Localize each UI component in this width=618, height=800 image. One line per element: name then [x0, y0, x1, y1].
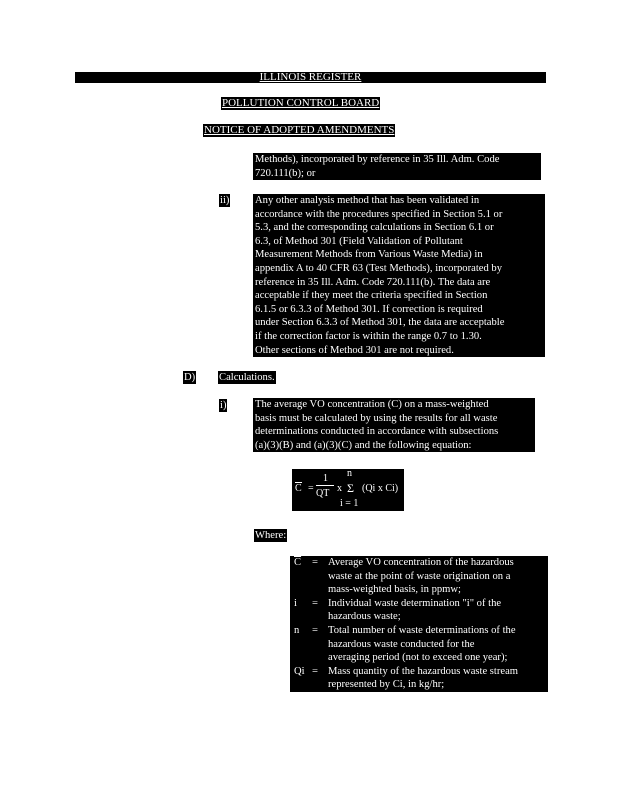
formula-equals: = — [308, 483, 314, 494]
register-title: ILLINOIS REGISTER — [259, 71, 362, 83]
def-continuation — [292, 651, 546, 665]
text-line: 5.3, and the corresponding calculations in Section 6.1 or — [255, 222, 494, 234]
overbar — [295, 482, 302, 483]
def-text: Total number of waste determinations of the — [328, 624, 516, 636]
def-text: Mass quantity of the hazardous waste stream — [328, 665, 519, 677]
def-symbol: n — [294, 624, 300, 636]
formula-numerator: 1 — [323, 473, 328, 484]
def-text: represented by Ci, in kg/hr; — [328, 679, 445, 691]
def-continuation — [292, 610, 546, 624]
def-text: Average VO concentration of the hazardous — [328, 557, 514, 568]
sum-upper: n — [347, 468, 352, 479]
sum-lower: i = 1 — [340, 498, 359, 509]
def-continuation — [292, 583, 546, 597]
def-text: waste at the point of waste origination on a — [328, 570, 511, 582]
section-d-title: Calculations. — [219, 372, 275, 383]
fraction-bar — [316, 485, 334, 486]
average-concentration-formula — [292, 469, 404, 511]
def-symbol: i — [294, 597, 297, 609]
text-line: (a)(3)(B) and (a)(3)(C) and the following equation: — [255, 439, 472, 451]
def-equals: = — [312, 665, 318, 677]
formula-times: x — [337, 483, 342, 494]
text-line: basis must be calculated by using the results for all waste — [255, 412, 498, 424]
text-line: 6.3, of Method 301 (Field Validation of Pollutant — [255, 235, 463, 247]
text-line: 6.1.5 or 6.3.3 of Method 301. If correction is required — [255, 303, 483, 315]
formula-term: (Qi x Ci) — [362, 483, 399, 494]
section-d-label: D) — [184, 372, 196, 383]
def-equals: = — [312, 557, 318, 568]
continuation-block — [253, 153, 541, 180]
text-line: reference in 35 Ill. Adm. Code 720.111(b). The data are — [255, 276, 491, 288]
definition-i — [292, 597, 546, 611]
def-text: hazardous waste; — [328, 611, 401, 623]
definition-n — [292, 624, 546, 638]
def-continuation — [292, 678, 546, 692]
text-line: 720.111(b); or — [255, 167, 316, 179]
def-text: Individual waste determination "i" of the — [328, 597, 502, 609]
def-equals: = — [312, 624, 318, 636]
item-ii-label: ii) — [220, 195, 230, 206]
text-line: appendix A to 40 CFR 63 (Test Methods), incorporated by — [255, 262, 503, 274]
text-line: Other sections of Method 301 are not required. — [255, 344, 454, 356]
def-text: hazardous waste conducted for the — [328, 638, 475, 650]
text-line: Measurement Methods from Various Waste Media) in — [255, 249, 483, 261]
def-equals: = — [312, 597, 318, 609]
text-line: The average VO concentration (C) on a mass-weighted — [255, 399, 489, 410]
def-continuation — [292, 570, 546, 584]
formula-lhs: C — [295, 483, 302, 494]
text-line: Methods), incorporated by reference in 35 Ill. Adm. Code — [255, 154, 500, 165]
def-text: mass-weighted basis, in ppmw; — [328, 584, 461, 596]
sum-sigma-icon: Σ — [347, 481, 354, 495]
register-header-bar — [75, 72, 546, 83]
def-symbol: Qi — [294, 665, 305, 677]
def-continuation — [292, 638, 546, 652]
item-ii-block — [253, 194, 545, 357]
text-line: Any other analysis method that has been validated in — [255, 195, 480, 206]
definition-qi — [292, 665, 546, 679]
notice-title: NOTICE OF ADOPTED AMENDMENTS — [204, 124, 395, 136]
definitions-block — [290, 556, 548, 692]
definition-c — [292, 556, 546, 570]
text-line: accordance with the procedures specified in Section 5.1 or — [255, 208, 503, 220]
board-title: POLLUTION CONTROL BOARD — [222, 97, 380, 109]
where-label: Where: — [255, 530, 287, 541]
def-symbol: $\overline{C}$ — [294, 557, 302, 568]
def-text: averaging period (not to exceed one year); — [328, 652, 508, 664]
text-line: under Section 6.3.3 of Method 301, the data are acceptable — [255, 317, 505, 329]
text-line: if the correction factor is within the range 0.7 to 1.30. — [255, 330, 482, 342]
text-line: acceptable if they meet the criteria specified in Section — [255, 290, 488, 302]
item-i-label: i) — [220, 400, 227, 411]
text-line: determinations conducted in accordance with subsections — [255, 426, 499, 438]
item-i-block — [253, 398, 535, 452]
formula-denominator: QT — [316, 488, 330, 499]
